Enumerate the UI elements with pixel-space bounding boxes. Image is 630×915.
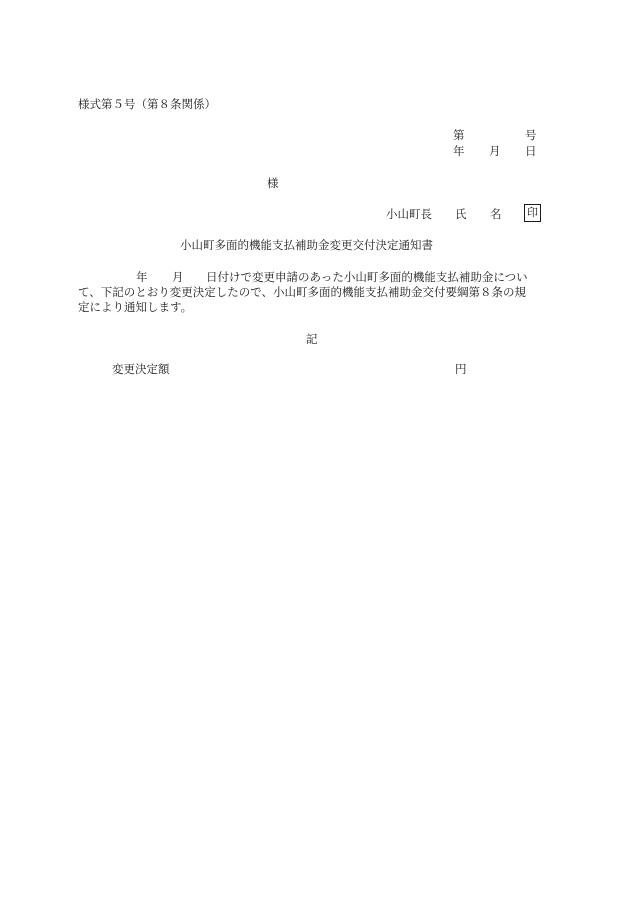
sender-title: 小山町長	[386, 207, 432, 221]
document-title: 小山町多面的機能支払補助金変更交付決定通知書	[180, 238, 433, 252]
document-number-suffix: 号	[525, 128, 537, 142]
body-month-label: 月	[172, 270, 184, 284]
addressee-honorific: 様	[267, 176, 279, 190]
date-month-label: 月	[489, 144, 501, 158]
body-text-line-1: 日付けで変更申請のあった小山町多面的機能支払補助金につい	[206, 270, 528, 284]
body-text-line-3: 定により通知します。	[78, 300, 193, 314]
date-year-label: 年	[453, 144, 465, 158]
amount-unit: 円	[455, 362, 467, 376]
form-label: 様式第５号（第８条関係）	[78, 97, 216, 111]
seal-mark: 印	[524, 204, 541, 222]
body-year-label: 年	[136, 270, 148, 284]
body-text-line-2: て、下記のとおり変更決定したので、小山町多面的機能支払補助金交付要綱第８条の規	[78, 285, 527, 299]
ki-heading: 記	[306, 332, 318, 346]
date-day-label: 日	[525, 144, 537, 158]
sender-name-label-2: 名	[490, 207, 502, 221]
amount-label: 変更決定額	[112, 362, 170, 376]
document-number-prefix: 第	[453, 128, 465, 142]
sender-name-label-1: 氏	[455, 207, 467, 221]
